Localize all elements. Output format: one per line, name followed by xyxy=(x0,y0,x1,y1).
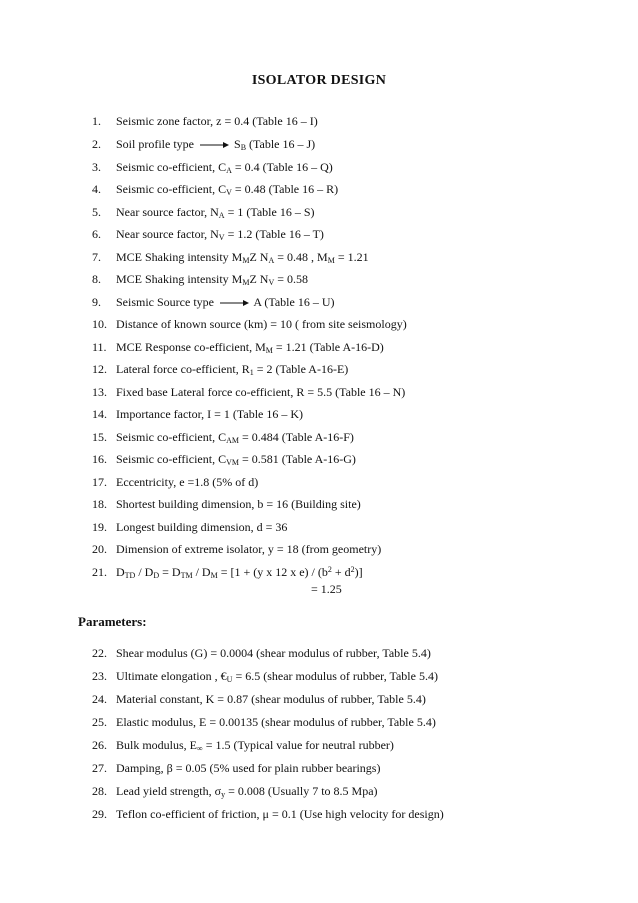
param-item-26: 26. Bulk modulus, $E_\infty = 1.5$ (Typical value for neutral rubber) xyxy=(92,738,394,753)
list-item-16: 16. Seismic co-efficient, $C_{VM} = 0.581$ (Table A-16-G) xyxy=(92,452,356,467)
list-item-15: 15. Seismic co-efficient, $C_{AM} = 0.484$ (Table A-16-F) xyxy=(92,430,354,445)
param-item-22: 22. Shear modulus (G) = 0.0004 (shear modulus of rubber, Table 5.4) xyxy=(92,646,431,660)
formula-result: = 1.25 xyxy=(311,582,342,596)
list-item-4: 4. Seismic co-efficient, $C_V = 0.48$ (Table 16 – R) xyxy=(92,182,339,197)
arrow-right-icon xyxy=(199,140,229,150)
list-item-20: 20. Dimension of extreme isolator, y = 18 (from geometry) xyxy=(92,542,382,556)
list-item-6: 6. Near source factor, $N_V = 1.2$ (Table 16 – T) xyxy=(92,227,324,242)
list-item-9: 9. Seismic Source type A (Table 16 – U) xyxy=(92,295,335,309)
arrow-right-icon xyxy=(219,298,249,308)
list-item-7: 7. MCE Shaking intensity $M_MZ$ $N_A = 0.48$ , $M_M = 1.21$ xyxy=(92,250,369,265)
param-item-24: 24. Material constant, K = 0.87 (shear modulus of rubber, Table 5.4) xyxy=(92,692,426,706)
list-item-8: 8. MCE Shaking intensity $M_MZ$ $N_V = 0.58$ xyxy=(92,272,309,287)
list-item-2: 2. Soil profile type $S_B$ (Table 16 – J) xyxy=(92,137,316,152)
param-item-27: 27. Damping, β = 0.05 (5% used for plain rubber bearings) xyxy=(92,761,381,775)
list-item-19: 19. Longest building dimension, d = 36 xyxy=(92,520,288,534)
list-item-5: 5. Near source factor, $N_A = 1$ (Table 16 – S) xyxy=(92,205,315,220)
param-item-23: 23. Ultimate elongation , $€_U = 6.5$ (shear modulus of rubber, Table 5.4) xyxy=(92,669,438,684)
section-heading-parameters: Parameters: xyxy=(78,614,147,629)
list-item-21: 21. $D_{TD} / D_D = D_{TM} / D_M = [1 + (y$ x 12 x $e) / (b^2 + d^2)$] xyxy=(92,565,363,580)
list-item-10: 10. Distance of known source (km) = 10 ( from site seismology) xyxy=(92,317,407,331)
list-item-14: 14. Importance factor, I = 1 (Table 16 – K) xyxy=(92,407,304,421)
list-item-18: 18. Shortest building dimension, b = 16 (Building site) xyxy=(92,497,361,511)
list-item-11: 11. MCE Response co-efficient, $M_M = 1.21$ (Table A-16-D) xyxy=(92,340,384,355)
list-item-13: 13. Fixed base Lateral force co-efficient, R = 5.5 (Table 16 – N) xyxy=(92,385,406,399)
param-item-28: 28. Lead yield strength, $\sigma_y = 0.008$ (Usually 7 to 8.5 Mpa) xyxy=(92,784,378,799)
list-item-1: 1. Seismic zone factor, z = 0.4 (Table 16 – I) xyxy=(92,114,318,128)
list-item-12: 12. Lateral force co-efficient, $R_1 = 2$ (Table A-16-E) xyxy=(92,362,349,377)
list-item-3: 3. Seismic co-efficient, $C_A = 0.4$ (Table 16 – Q) xyxy=(92,160,333,175)
page-title: ISOLATOR DESIGN xyxy=(251,73,387,88)
param-item-29: 29. Teflon co-efficient of friction, μ = 0.1 (Use high velocity for design) xyxy=(92,807,444,821)
param-item-25: 25. Elastic modulus, E = 0.00135 (shear modulus of rubber, Table 5.4) xyxy=(92,715,436,729)
list-item-17: 17. Eccentricity, e =1.8 (5% of d) xyxy=(92,475,259,489)
